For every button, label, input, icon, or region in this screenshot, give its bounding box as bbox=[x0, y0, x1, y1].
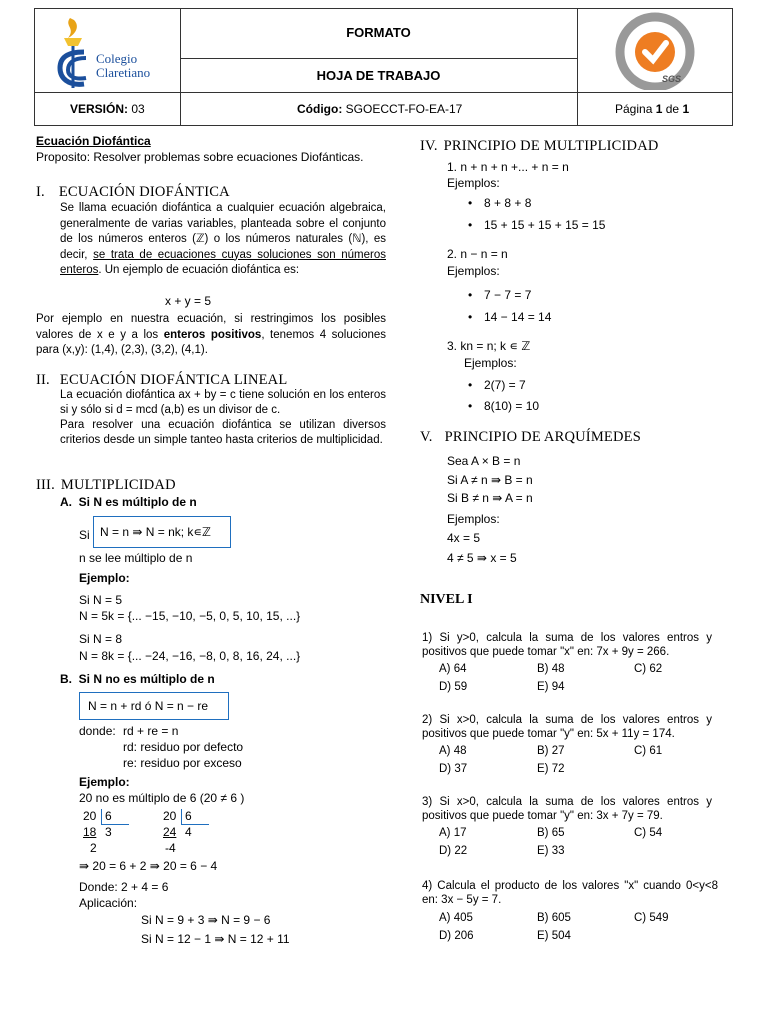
application-label: Aplicación: bbox=[79, 896, 138, 910]
principle-1: 1. n + n + n +... + n = n bbox=[447, 160, 569, 174]
q1-option-d[interactable]: D) 59 bbox=[439, 681, 468, 693]
q1-option-b[interactable]: B) 48 bbox=[537, 663, 565, 675]
q3-option-e[interactable]: E) 33 bbox=[537, 845, 565, 857]
q1-option-a[interactable]: A) 64 bbox=[439, 663, 467, 675]
examples-label-1: Ejemplos: bbox=[447, 176, 500, 190]
si-label: Si bbox=[79, 528, 90, 542]
example-label-b: Ejemplo: bbox=[79, 775, 130, 789]
where-2: Donde: 2 + 4 = 6 bbox=[79, 880, 169, 894]
sgs-seal-icon bbox=[610, 12, 700, 90]
example-2a: Si N = 8 bbox=[79, 632, 123, 646]
question-4: 4) Calcula el producto de los valores "x" cuando 0<y<8 en: 3x − 5y = 7. bbox=[422, 880, 718, 906]
principle-3: 3. kn = n; k ∊ ℤ bbox=[447, 339, 531, 353]
section-5-heading: V. PRINCIPIO DE ARQUÍMEDES bbox=[420, 429, 641, 445]
multiple-definition-box: N = n ⇛ N = nk; k∊ℤ bbox=[93, 516, 231, 548]
question-1: 1) Si y>0, calcula la suma de los valores entros y positivos que puede tomar "x" en: 7x + 9y = 266. bbox=[422, 632, 712, 658]
example-equation: x + y = 5 bbox=[165, 294, 212, 308]
section-2-heading: II. ECUACIÓN DIOFÁNTICA LINEAL bbox=[36, 372, 288, 388]
example-3: 20 no es múltiplo de 6 (20 ≠ 6 ) bbox=[79, 791, 245, 805]
page-field: Página 1 de 1 bbox=[615, 102, 690, 116]
q2-option-a[interactable]: A) 48 bbox=[439, 745, 467, 757]
sgs-certificate-logo bbox=[610, 12, 700, 90]
level-heading: NIVEL I bbox=[420, 592, 473, 607]
torch-logo-icon bbox=[54, 16, 94, 92]
sheet-title: HOJA DE TRABAJO bbox=[316, 68, 441, 83]
question-2: 2) Si x>0, calcula la suma de los valores entros y positivos que puede tomar "y" en: 5x + 11y = 174. bbox=[422, 714, 712, 740]
version-field: VERSIÓN: 03 bbox=[70, 102, 145, 116]
bullet-example-4: • 14 − 14 = 14 bbox=[484, 310, 551, 324]
re-description: re: residuo por exceso bbox=[123, 756, 242, 770]
application-1: Si N = 9 + 3 ⇛ N = 9 − 6 bbox=[141, 913, 271, 927]
q2-option-b[interactable]: B) 27 bbox=[537, 745, 565, 757]
bullet-example-5: • 2(7) = 7 bbox=[484, 378, 526, 392]
logo-text-line1: Colegio bbox=[96, 51, 138, 66]
intro-title: Ecuación Diofántica bbox=[36, 134, 151, 148]
section-3-heading: III. MULTIPLICIDAD bbox=[36, 477, 176, 493]
question-3: 3) Si x>0, calcula la suma de los valores entros y positivos que puede tomar "y" en: 3x + 7y = 79. bbox=[422, 796, 712, 822]
residue-sum: rd + re = n bbox=[123, 724, 179, 738]
application-2: Si N = 12 − 1 ⇛ N = 12 + 11 bbox=[141, 932, 290, 946]
example-1b: N = 5k = {... −15, −10, −5, 0, 5, 10, 15, ...} bbox=[79, 609, 301, 623]
rd-description: rd: residuo por defecto bbox=[123, 740, 244, 754]
non-multiple-definition-box: N = n + rd ó N = n − re bbox=[79, 692, 229, 720]
q2-option-e[interactable]: E) 72 bbox=[537, 763, 565, 775]
example-2b: N = 8k = {... −24, −16, −8, 0, 8, 16, 24, ...} bbox=[79, 649, 301, 663]
examples-label-3: Ejemplos: bbox=[464, 356, 517, 370]
result-line: ⇛ 20 = 6 + 2 ⇛ 20 = 6 − 4 bbox=[79, 859, 218, 873]
q4-option-c[interactable]: C) 549 bbox=[634, 912, 669, 924]
q1-option-e[interactable]: E) 94 bbox=[537, 681, 565, 693]
school-logo bbox=[54, 16, 174, 94]
example-label-a: Ejemplo: bbox=[79, 571, 130, 585]
bullet-example-3: • 7 − 7 = 7 bbox=[484, 288, 531, 302]
archimedes-1: Sea A × B = n bbox=[447, 454, 521, 468]
q3-option-a[interactable]: A) 17 bbox=[439, 827, 467, 839]
section-1-heading: I. ECUACIÓN DIOFÁNTICA bbox=[36, 184, 230, 200]
section-1-paragraph: Se llama ecuación diofántica a cualquier ecuación algebraica, generalmente de varias variables, planteada sobre el conjunto de los números enteros (ℤ) o los números naturales (ℕ), es decir, se trata de ecuaciones cuyas soluciones son números enteros. Un ejemplo de ecuación diofántica es: bbox=[60, 202, 386, 276]
division-1: 20 6 18 3 2 bbox=[83, 809, 153, 855]
intro-purpose: Proposito: Resolver problemas sobre ecuaciones Diofánticas. bbox=[36, 150, 364, 164]
q3-option-c[interactable]: C) 54 bbox=[634, 827, 663, 839]
q3-option-b[interactable]: B) 65 bbox=[537, 827, 565, 839]
q3-option-d[interactable]: D) 22 bbox=[439, 845, 468, 857]
format-title: FORMATO bbox=[346, 25, 411, 40]
q4-option-b[interactable]: B) 605 bbox=[537, 912, 571, 924]
section-2-paragraph: La ecuación diofántica ax + by = c tiene solución en los enteros si y sólo si d = mcd (a,b) es un divisor de c. Para resolver una ecuación diofántica se utilizan diversos criterios desde un simple tanteo hasta criterios de multiplicidad. bbox=[60, 389, 386, 446]
logo-text-line2: Claretiano bbox=[96, 65, 151, 80]
subsection-b-heading: B. Si N no es múltiplo de n bbox=[60, 672, 215, 686]
bullet-example-6: • 8(10) = 10 bbox=[484, 399, 539, 413]
bullet-example-1: • 8 + 8 + 8 bbox=[484, 196, 531, 210]
q2-option-d[interactable]: D) 37 bbox=[439, 763, 468, 775]
q4-option-d[interactable]: D) 206 bbox=[439, 930, 474, 942]
read-as-text: n se lee múltiplo de n bbox=[79, 551, 193, 565]
archimedes-5: 4 ≠ 5 ⇛ x = 5 bbox=[447, 551, 517, 565]
q2-option-c[interactable]: C) 61 bbox=[634, 745, 663, 757]
q4-option-e[interactable]: E) 504 bbox=[537, 930, 571, 942]
q4-option-a[interactable]: A) 405 bbox=[439, 912, 473, 924]
example-1a: Si N = 5 bbox=[79, 593, 123, 607]
division-2: 20 6 24 4 -4 bbox=[163, 809, 233, 855]
archimedes-2: Si A ≠ n ⇛ B = n bbox=[447, 473, 533, 487]
section-4-heading: IV. PRINCIPIO DE MULTIPLICIDAD bbox=[420, 138, 659, 154]
sgs-text: SGS bbox=[662, 74, 682, 84]
section-1-paragraph-2: Por ejemplo en nuestra ecuación, si restringimos los posibles valores de x e y a los enteros positivos, tenemos 4 soluciones para (x,y): (1,4), (2,3), (3,2), (4,1). bbox=[36, 313, 387, 356]
principle-2: 2. n − n = n bbox=[447, 247, 508, 261]
subsection-a-heading: A. Si N es múltiplo de n bbox=[60, 495, 197, 509]
archimedes-4: 4x = 5 bbox=[447, 531, 481, 545]
bullet-example-2: • 15 + 15 + 15 + 15 = 15 bbox=[484, 218, 605, 232]
q1-option-c[interactable]: C) 62 bbox=[634, 663, 663, 675]
code-field: Código: SGOECCT-FO-EA-17 bbox=[297, 102, 463, 116]
where-label: donde: bbox=[79, 724, 116, 738]
archimedes-3: Si B ≠ n ⇛ A = n bbox=[447, 491, 533, 505]
examples-label-2: Ejemplos: bbox=[447, 264, 500, 278]
examples-label-5: Ejemplos: bbox=[447, 512, 500, 526]
